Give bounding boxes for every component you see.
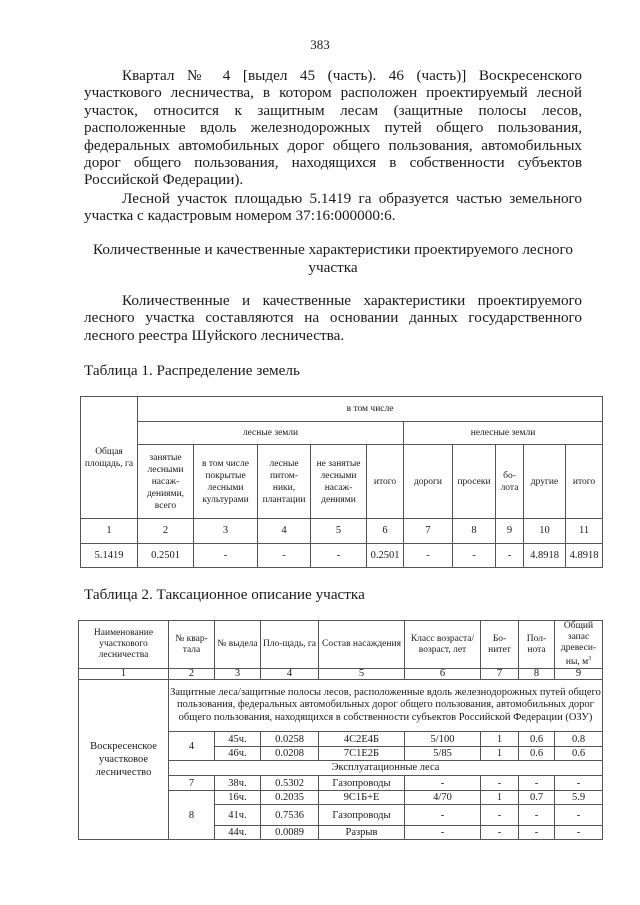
cell-area: 0.0208 xyxy=(261,747,319,761)
cell: - xyxy=(404,544,453,568)
header-composition: Состав насаждения xyxy=(319,621,405,669)
cell-vydel: 45ч. xyxy=(215,732,261,747)
section-title: Количественные и качественные характеристики проектируемого лесного участка xyxy=(93,241,573,276)
header-wood-stock: Общий запас древеси-ны, $м^3$ xyxy=(555,621,603,669)
column-number: 1 xyxy=(81,519,138,544)
cell-composition: Разрыв xyxy=(319,826,405,840)
cell: - xyxy=(311,544,367,568)
header-kvartal: № квар-тала xyxy=(169,621,215,669)
column-number: 4 xyxy=(261,669,319,680)
cell-wood-stock: 0.8 xyxy=(555,732,603,747)
cell-polnota: - xyxy=(519,805,555,826)
cell-age: 5/85 xyxy=(405,747,481,761)
header-col: бо-лота xyxy=(496,445,524,519)
page-number: 383 xyxy=(310,37,330,52)
cell-area: 0.0258 xyxy=(261,732,319,747)
table-row xyxy=(81,544,603,568)
cell-polnota: 0.6 xyxy=(519,732,555,747)
cell: 4.8918 xyxy=(566,544,603,568)
column-number: 2 xyxy=(138,519,194,544)
cell-polnota: - xyxy=(519,776,555,791)
column-number: 5 xyxy=(311,519,367,544)
cell-vydel: 44ч. xyxy=(215,826,261,840)
cell-bonitet: - xyxy=(481,826,519,840)
header-forestry-name: Наименование участкового лесничества xyxy=(79,621,169,669)
cell-area: 0.7536 xyxy=(261,805,319,826)
cell-age: - xyxy=(405,805,481,826)
paragraph-area-description: Лесной участок площадью 5.1419 га образуется частью земельного участка с кадастровым номером 37:16:000000:6. xyxy=(84,190,582,225)
header-col: итого xyxy=(566,445,603,519)
header-including: в том числе xyxy=(138,397,603,422)
header-col: в том числе покрытые лесными культурами xyxy=(194,445,258,519)
cell-age: - xyxy=(405,826,481,840)
cell-composition: Газопроводы xyxy=(319,776,405,791)
cell-wood-stock: - xyxy=(555,805,603,826)
column-number: 9 xyxy=(555,669,603,680)
cell-wood-stock: 0.6 xyxy=(555,747,603,761)
cell-wood-stock: - xyxy=(555,826,603,840)
header-col: лесные питом-ники, плантации xyxy=(258,445,311,519)
cell: - xyxy=(453,544,496,568)
column-number: 9 xyxy=(496,519,524,544)
cell-kvartal: 7 xyxy=(169,776,215,791)
column-numbers-row xyxy=(79,669,603,680)
column-number: 7 xyxy=(404,519,453,544)
cell: - xyxy=(194,544,258,568)
header-col: итого xyxy=(367,445,404,519)
cell-area: 0.5302 xyxy=(261,776,319,791)
cell-wood-stock: - xyxy=(555,776,603,791)
cell-kvartal: 8 xyxy=(169,791,215,840)
column-number: 6 xyxy=(367,519,404,544)
cell-composition: Газопроводы xyxy=(319,805,405,826)
cell-polnota: 0.7 xyxy=(519,791,555,805)
header-col: просеки xyxy=(453,445,496,519)
column-number: 5 xyxy=(319,669,405,680)
table2-caption: Таблица 2. Таксационное описание участка xyxy=(84,586,365,603)
cell-polnota: - xyxy=(519,826,555,840)
cell-vydel: 46ч. xyxy=(215,747,261,761)
header-col: дороги xyxy=(404,445,453,519)
cell-kvartal: 4 xyxy=(169,732,215,761)
cell-area: 0.2035 xyxy=(261,791,319,805)
cell-wood-stock: 5.9 xyxy=(555,791,603,805)
column-number: 2 xyxy=(169,669,215,680)
column-number: 3 xyxy=(194,519,258,544)
table1-caption: Таблица 1. Распределение земель xyxy=(84,362,300,379)
cell-bonitet: 1 xyxy=(481,732,519,747)
column-number: 3 xyxy=(215,669,261,680)
cell-vydel: 38ч. xyxy=(215,776,261,791)
cell: 0.2501 xyxy=(367,544,404,568)
cell-area: 0.0089 xyxy=(261,826,319,840)
header-area: Пло-щадь, га xyxy=(261,621,319,669)
column-number: 8 xyxy=(519,669,555,680)
land-distribution-table xyxy=(80,396,603,568)
cell: - xyxy=(258,544,311,568)
cell: 4.8918 xyxy=(524,544,566,568)
header-col: не занятые лесными насаж-дениями xyxy=(311,445,367,519)
cell-composition: 7С1Е2Б xyxy=(319,747,405,761)
header-total-area: Общая площадь, га xyxy=(81,397,138,519)
column-numbers-row xyxy=(81,519,603,544)
column-number: 11 xyxy=(566,519,603,544)
forestry-name-cell: Воскресенское участковое лесничество xyxy=(79,680,169,840)
cell: - xyxy=(496,544,524,568)
group-protective-forests: Защитные леса/защитные полосы лесов, расположенные вдоль железнодорожных путей общего пользования, федеральных автомобильных дорог общего пользования, автомобильных дорог общего пользования, находящихся в собственности субъектов Российской Федерации (ОЗУ) xyxy=(169,680,603,732)
header-vydel: № выдела xyxy=(215,621,261,669)
header-col: занятые лесными насаж-дениями, всего xyxy=(138,445,194,519)
cell-age: 5/100 xyxy=(405,732,481,747)
column-number: 8 xyxy=(453,519,496,544)
column-number: 1 xyxy=(79,669,169,680)
cell: 0.2501 xyxy=(138,544,194,568)
header-bonitet: Бо-нитет xyxy=(481,621,519,669)
column-number: 7 xyxy=(481,669,519,680)
cell-bonitet: - xyxy=(481,805,519,826)
cell-age: 4/70 xyxy=(405,791,481,805)
cell-bonitet: 1 xyxy=(481,747,519,761)
column-number: 10 xyxy=(524,519,566,544)
cell-age: - xyxy=(405,776,481,791)
cell-total-area: 5.1419 xyxy=(81,544,138,568)
cell-polnota: 0.6 xyxy=(519,747,555,761)
header-col: другие xyxy=(524,445,566,519)
group-exploitation-forests: Эксплуатационные леса xyxy=(169,761,603,776)
taxation-description-table xyxy=(78,620,603,840)
cell-composition: 9С1Б+Е xyxy=(319,791,405,805)
paragraph-kvartal-description: Квартал № 4 [выдел 45 (часть). 46 (часть)] Воскресенского участкового лесничества, в котором расположен проектируемый лесной участок, относится к защитным лесам (защитные полосы лесов, расположенные вдоль железнодорожных путей общего пользования, федеральных автомобильных дорог общего пользования, автомобильных дорог общего пользования, находящихся в собственности субъектов Российской Федерации). xyxy=(84,67,582,189)
paragraph-characteristics: Количественные и качественные характеристики проектируемого лесного участка составляются на основании данных государственного лесного реестра Шуйского лесничества. xyxy=(84,292,582,344)
header-forest-lands: лесные земли xyxy=(138,422,404,445)
cell-bonitet: 1 xyxy=(481,791,519,805)
column-number: 6 xyxy=(405,669,481,680)
cell-vydel: 16ч. xyxy=(215,791,261,805)
header-nonforest-lands: нелесные земли xyxy=(404,422,603,445)
cell-vydel: 41ч. xyxy=(215,805,261,826)
column-number: 4 xyxy=(258,519,311,544)
cell-composition: 4С2Е4Б xyxy=(319,732,405,747)
header-age-class: Класс возраста/ возраст, лет xyxy=(405,621,481,669)
header-polnota: Пол-нота xyxy=(519,621,555,669)
cell-bonitet: - xyxy=(481,776,519,791)
